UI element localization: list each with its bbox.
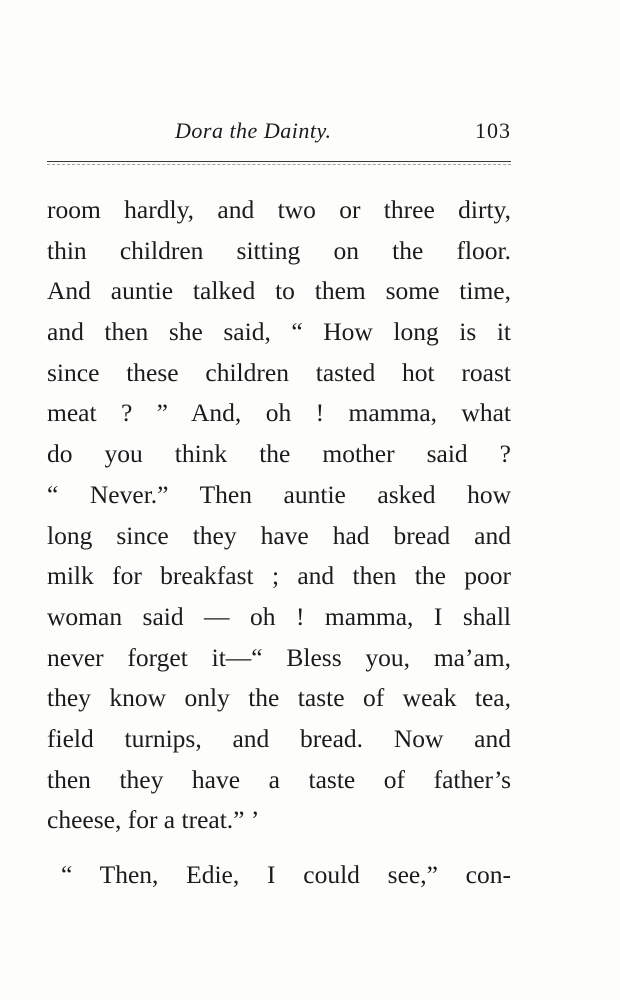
text-line: thin children sitting on the floor.: [47, 235, 511, 265]
text-line: long since they have had bread and: [47, 520, 511, 550]
running-head: [47, 118, 511, 150]
text-line: milk for breakfast ; and then the poor: [47, 561, 511, 591]
text-line: do you think the mother said ?: [47, 439, 511, 469]
page-number: 103: [475, 118, 511, 143]
header-rule-shadow: [47, 164, 511, 165]
text-line: meat ? ” And, oh ! mamma, what: [47, 398, 511, 428]
text-line: “ Never.” Then auntie asked how: [47, 479, 511, 509]
text-line: since these children tasted hot roast: [47, 357, 511, 387]
text-line: then they have a taste of father’s: [47, 764, 511, 794]
running-title: Dora the Dainty.: [175, 118, 332, 143]
header-rule: [47, 161, 511, 162]
body-text: [47, 190, 511, 896]
text-line: room hardly, and two or three dirty,: [47, 195, 511, 224]
text-line: they know only the taste of weak tea,: [47, 683, 511, 713]
text-line: never forget it—“ Bless you, ma’am,: [47, 642, 511, 672]
text-line-paragraph-start: “ Then, Edie, I could see,” con-: [61, 860, 511, 889]
text-line: field turnips, and bread. Now and: [47, 723, 511, 753]
text-line: and then she said, “ How long is it: [47, 317, 511, 347]
text-line: cheese, for a treat.” ’: [47, 805, 260, 835]
text-line: woman said — oh ! mamma, I shall: [47, 601, 511, 631]
text-line: And auntie talked to them some time,: [47, 276, 511, 306]
